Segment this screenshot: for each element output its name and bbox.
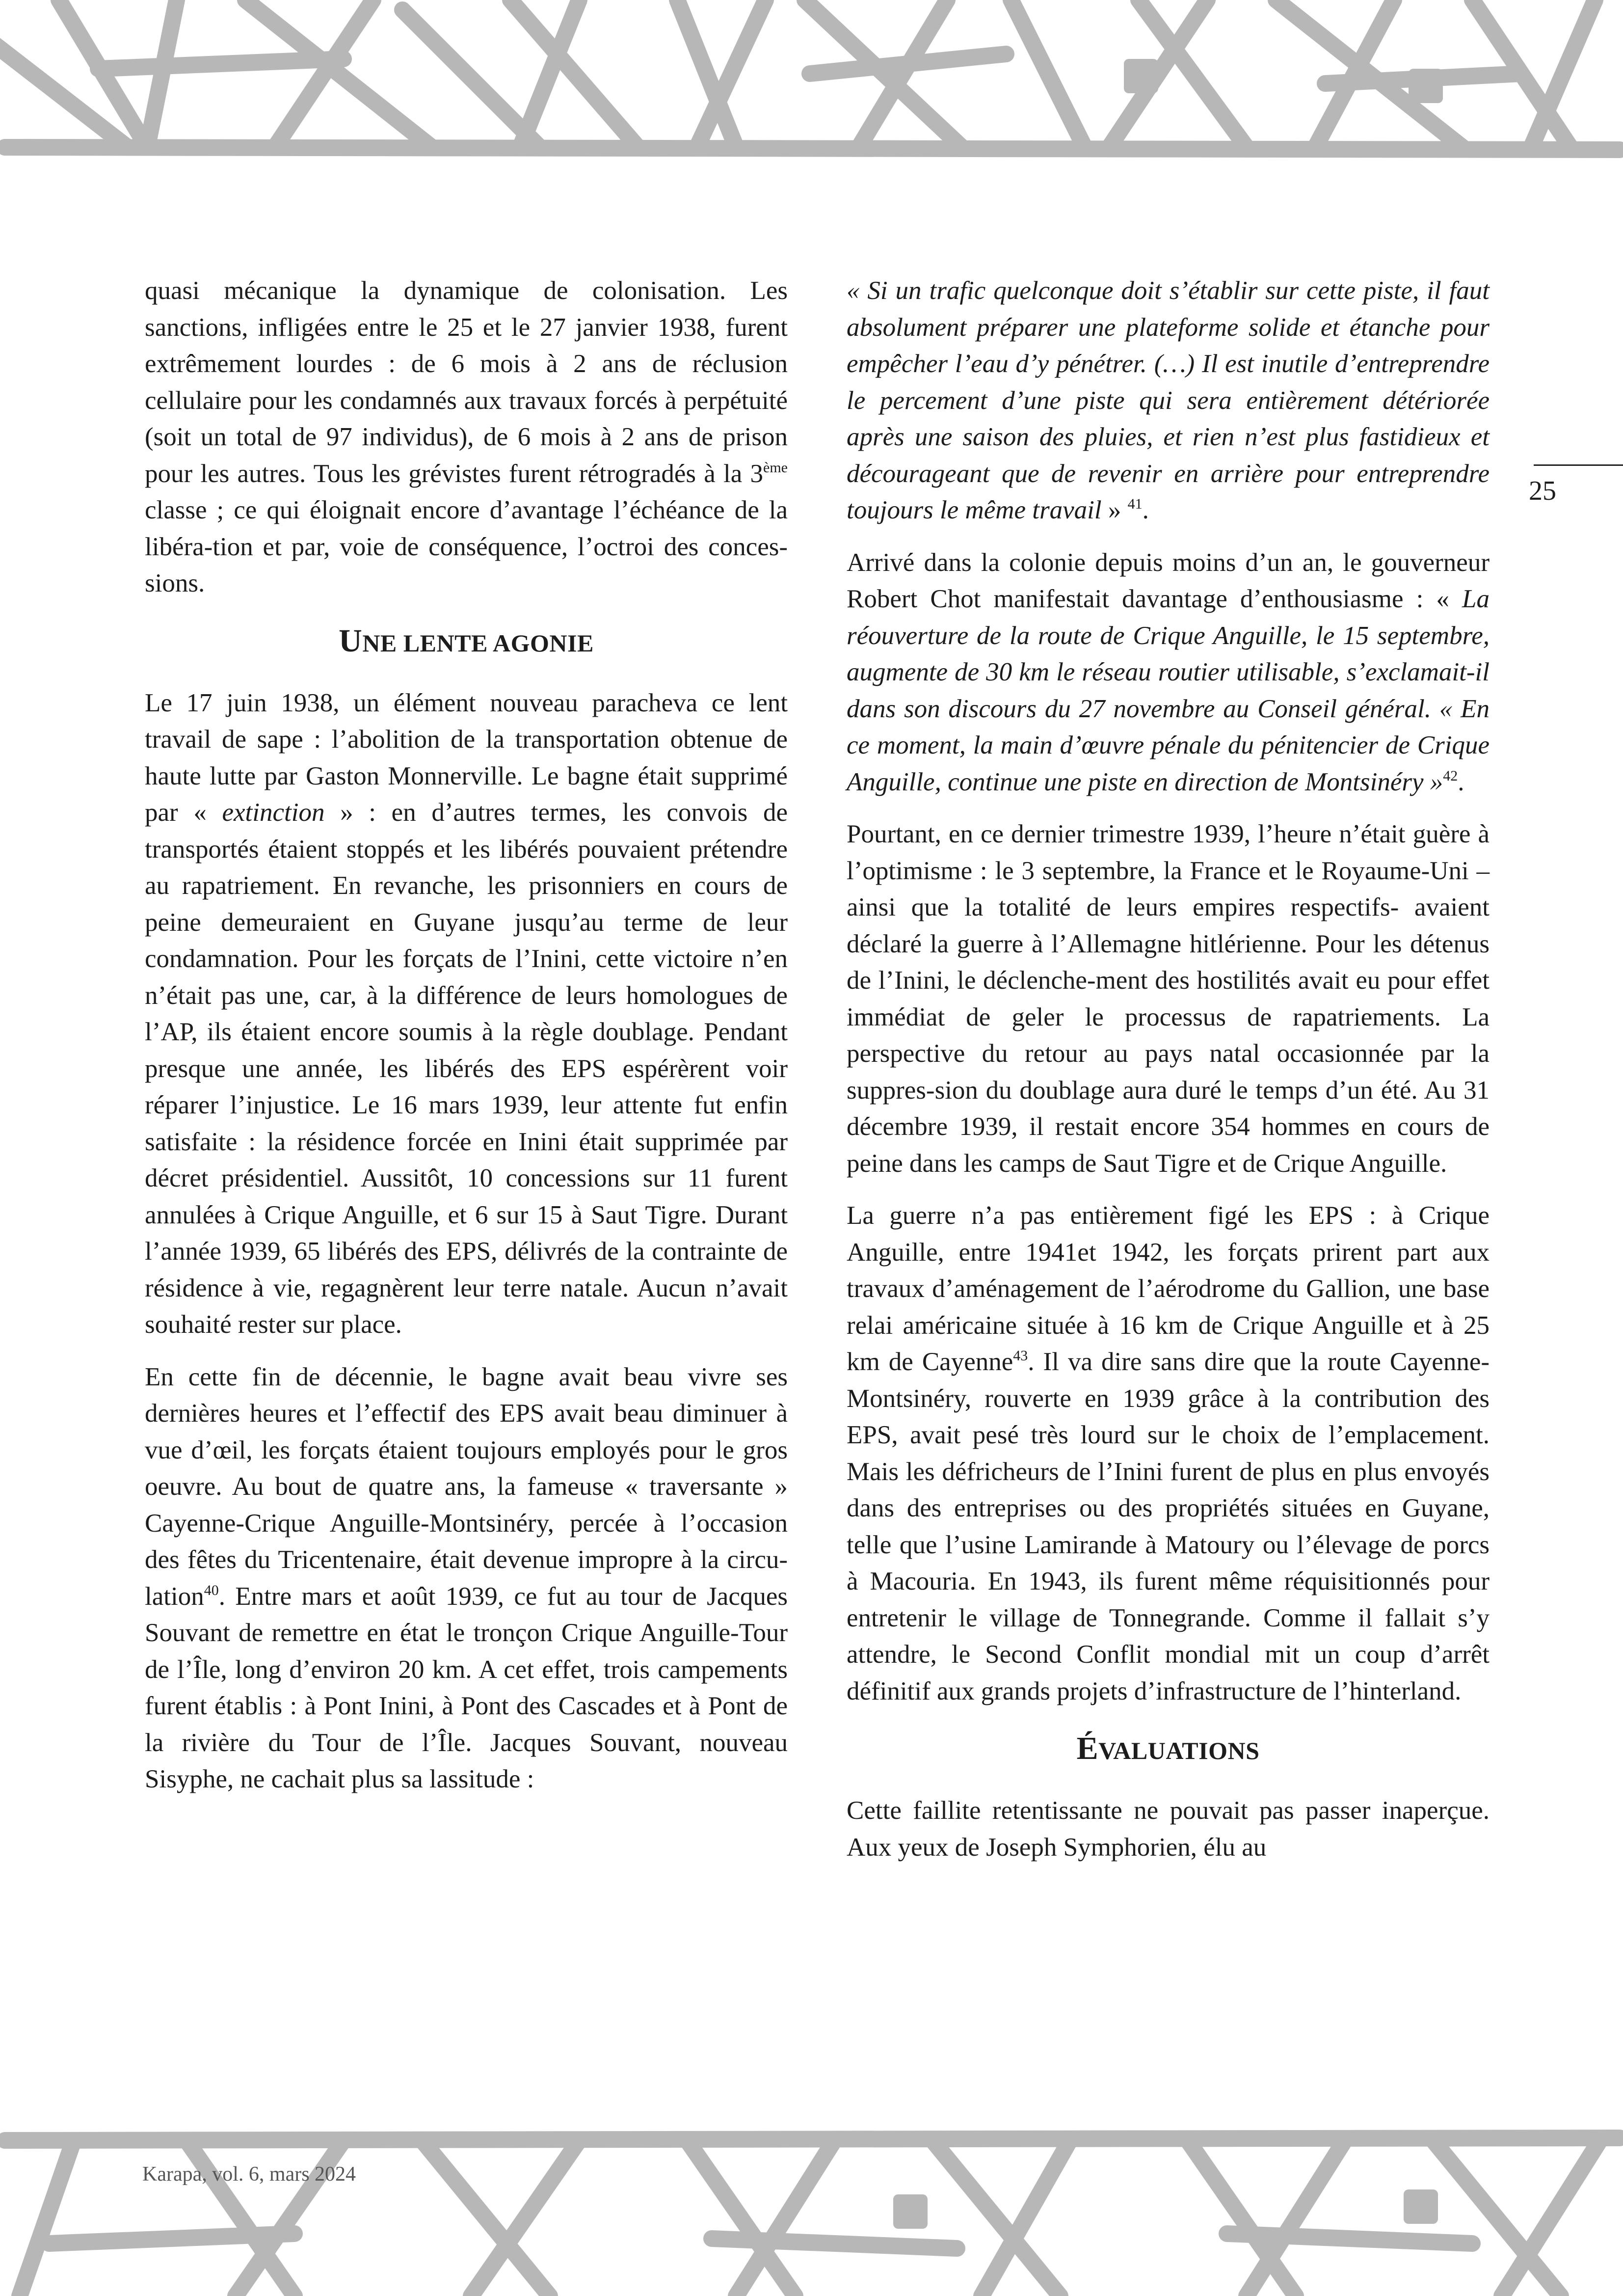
left-column	[145, 272, 788, 1813]
paragraph: quasi mécanique la dynamique de colonisation. Les sanctions, infligées entre le 25 et le 27 janvier 1938, furent extrêmement lourdes : de 6 mois à 2 ans de réclusion cellulaire pour les condamnés aux travaux forcés à perpétuité (soit un total de 97 individus), de 6 mois à 2 ans de prison pour les autres. Tous les grévistes furent rétrogradés à la 3ème classe ; ce qui éloignait encore d’avantage l’échéance de la libéra-tion et par, voie de conséquence, l’octroi des conces-sions.	[145, 276, 788, 597]
footer-ornament	[0, 2121, 1623, 2296]
paragraph: En cette fin de décennie, le bagne avait beau vivre ses dernières heures et l’effectif des EPS avait beau diminuer à vue d’œil, les forçats étaient toujours employés pour le gros oeuvre. Au bout de quatre ans, la fameuse « traversante » Cayenne-Crique Anguille-Montsinéry, percée à l’occasion des fêtes du Tricentenaire, était devenue impropre à la circu-lation$^{40}$. Entre mars et août 1939, ce fut au tour de Jacques Souvant de remettre en état le tronçon Crique Anguille-Tour de l’Île, long d’environ 20 km. A cet effet, trois campements furent établis : à Pont Inini, à Pont des Cascades et à Pont de la rivière du Tour de l’Île. Jacques Souvant, nouveau Sisyphe, ne cachait plus sa lassitude :	[145, 1362, 788, 1793]
footer-citation: Karapa, vol. 6, mars 2024	[142, 2163, 356, 2186]
page-number: 25	[1529, 476, 1556, 506]
right-column	[847, 272, 1490, 1881]
paragraph: Arrivé dans la colonie depuis moins d’un an, le gouverneur Robert Chot manifestait davantage d’enthousiasme : « La réouverture de la route de Crique Anguille, le 15 septembre, augmente de 30 km le réseau routier utilisable, s’exclamait-il dans son discours du 27 novembre au Conseil général. « En ce moment, la main d’œuvre pénale du pénitencier de Crique Anguille, continue une piste en direction de Montsinéry »$^{42}$.	[847, 548, 1490, 796]
paragraph: Le 17 juin 1938, un élément nouveau paracheva ce lent travail de sape : l’abolition de la transportation obtenue de haute lutte par Gaston Monnerville. Le bagne était supprimé par « extinction » : en d’autres termes, les convois de transportés étaient stoppés et les libérés pouvaient prétendre au rapatriement. En revanche, les prisonniers en cours de peine demeuraient en Guyane jusqu’au terme de leur condamnation. Pour les forçats de l’Inini, cette victoire n’en n’était pas une, car, à la différence de leurs homologues de l’AP, ils étaient encore soumis à la règle doublage. Pendant presque une année, les libérés des EPS espérèrent voir réparer l’injustice. Le 16 mars 1939, leur attente fut enfin satisfaite : la résidence forcée en Inini était supprimée par décret présidentiel. Aussitôt, 10 concessions sur 11 furent annulées à Crique Anguille, et 6 sur 15 à Saut Tigre. Durant l’année 1939, 65 libérés des EPS, délivrés de la contrainte de résidence à vie, regagnèrent leur terre natale. Aucun n’avait souhaité rester sur place.	[145, 688, 788, 1339]
header-ornament	[0, 0, 1623, 162]
paragraph: Cette faillite retentissante ne pouvait pas passer inaperçue. Aux yeux de Joseph Symphorien, élu au	[847, 1796, 1490, 1862]
block-quote: « Si un trafic quelconque doit s’établir sur cette piste, il faut absolument préparer une plateforme solide et étanche pour empêcher l’eau d’y pénétrer. (…) Il est inutile d’entreprendre le percement d’une piste qui sera entièrement détériorée après une saison des pluies, et rien n’est plus fastidieux et décourageant que de revenir en arrière pour entreprendre toujours le même travail » $^{41}$.	[847, 276, 1490, 524]
page-number-rule	[1534, 464, 1623, 466]
tribal-lines-ornament	[0, 0, 1623, 162]
tribal-lines-ornament	[0, 2121, 1623, 2296]
section-heading: UNE LENTE AGONIE	[339, 622, 594, 659]
paragraph: La guerre n’a pas entièrement figé les EPS : à Crique Anguille, entre 1941et 1942, les forçats prirent part aux travaux d’aménagement de l’aérodrome du Gallion, une base relai américaine située à 16 km de Crique Anguille et à 25 km de Cayenne$^{43}$. Il va dire sans dire que la route Cayenne-Montsinéry, rouverte en 1939 grâce à la contribution des EPS, avait pesé très lourd sur le choix de l’emplacement. Mais les défricheurs de l’Inini furent de plus en plus envoyés dans des entreprises ou des propriétés situées en Guyane, telle que l’usine Lamirande à Matoury ou l’élevage de porcs à Macouria. En 1943, ils furent même réquisitionnés pour entretenir le village de Tonnegrande. Comme il fallait s’y attendre, le Second Conflit mondial mit un coup d’arrêt définitif aux grands projets d’infrastructure de l’hinterland.	[847, 1201, 1490, 1705]
paragraph: Pourtant, en ce dernier trimestre 1939, l’heure n’était guère à l’optimisme : le 3 septembre, la France et le Royaume-Uni – ainsi que la totalité de leurs empires respectifs- avaient déclaré la guerre à l’Allemagne hitlérienne. Pour les détenus de l’Inini, le déclenche-ment des hostilités avait eu pour effet immédiat de geler le processus de rapatriements. La perspective du retour au pays natal occasionnée par la suppres-sion du doublage aura duré le temps d’un été. Au 31 décembre 1939, il restait encore 354 hommes en cours de peine dans les camps de Saut Tigre et de Crique Anguille.	[847, 820, 1490, 1178]
section-heading: ÉVALUATIONS	[1076, 1730, 1260, 1766]
